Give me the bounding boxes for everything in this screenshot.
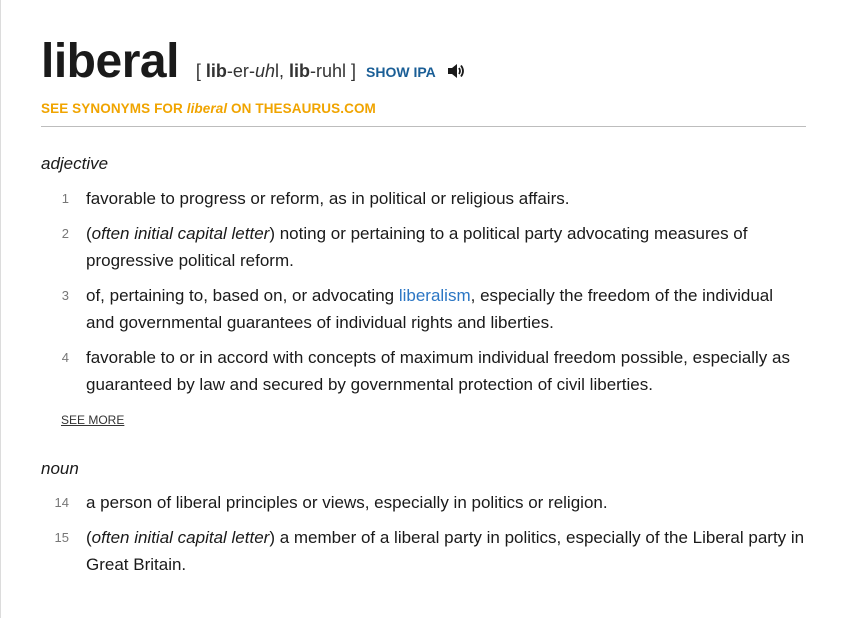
definition-text: ) a member of a liberal party in politics, especially of the Liberal party in Great Britain. xyxy=(86,528,805,574)
definition-text: ) noting or pertaining to a political party advocating measures of progressive political reform. xyxy=(86,224,748,270)
pron-syllable-1: lib xyxy=(205,61,227,81)
pron-syllable-4: lib xyxy=(288,61,310,81)
definition-text: of, pertaining to, based on, or advocating xyxy=(86,286,399,305)
definition-text: favorable to progress or reform, as in political or religious affairs. xyxy=(86,189,570,208)
thesaurus-link[interactable] xyxy=(41,101,376,116)
pron-syllable-3: uh xyxy=(254,61,275,81)
show-ipa-button[interactable]: SHOW IPA xyxy=(366,64,436,80)
synonyms-word: liberal xyxy=(186,101,228,116)
pronunciation xyxy=(196,61,356,82)
definition-text: , especially the freedom of the individual and governmental guarantees of individual rights and liberties. xyxy=(86,286,774,332)
pron-bracket-open: [ xyxy=(195,61,206,81)
header-divider xyxy=(41,126,806,127)
pos-noun: noun xyxy=(41,459,79,478)
definition-number: 3 xyxy=(61,288,69,303)
speaker-icon[interactable] xyxy=(446,61,466,81)
definition-item xyxy=(41,344,806,398)
definition-item xyxy=(41,489,806,516)
see-more-button[interactable]: SEE MORE xyxy=(61,413,125,427)
definition-item xyxy=(41,524,806,578)
definition-item xyxy=(41,282,806,336)
definition-number: 2 xyxy=(61,226,69,241)
liberalism-link[interactable]: liberalism xyxy=(398,286,471,305)
definition-number: 14 xyxy=(54,495,69,510)
adjective-definitions xyxy=(41,185,806,406)
definition-number: 15 xyxy=(54,530,69,545)
pron-syllable-2: er xyxy=(232,61,249,81)
definition-open-paren: ( xyxy=(86,224,92,243)
definition-item xyxy=(41,220,806,274)
definition-item xyxy=(41,185,806,212)
entry-header xyxy=(41,34,466,89)
pron-syllable-5: ruh xyxy=(315,61,342,81)
definition-text: a person of liberal principles or views, especially in politics or religion. xyxy=(86,493,608,512)
definition-label: often initial capital letter xyxy=(91,224,270,243)
pron-syllable-5-end: l xyxy=(342,61,346,81)
headword: liberal xyxy=(41,35,179,88)
pron-comma: , xyxy=(278,61,289,81)
page-left-border xyxy=(0,0,1,618)
definition-open-paren: ( xyxy=(86,528,92,547)
pos-adjective: adjective xyxy=(41,154,109,173)
noun-definitions xyxy=(41,489,806,586)
pron-hyphen: - xyxy=(226,61,233,81)
pron-bracket-close: ] xyxy=(346,61,357,81)
definition-text: favorable to or in accord with concepts of maximum individual freedom possible, especially as guaranteed by law and secured by governmental protection of civil liberties. xyxy=(86,348,790,394)
definition-label: often initial capital letter xyxy=(91,528,270,547)
definition-number: 4 xyxy=(61,350,69,365)
definition-number: 1 xyxy=(61,191,69,206)
pron-syllable-3-end: l xyxy=(274,61,279,81)
synonyms-prefix: SEE SYNONYMS FOR xyxy=(41,101,187,116)
pron-hyphen: - xyxy=(309,61,316,81)
synonyms-suffix: ON THESAURUS.COM xyxy=(227,101,376,116)
pron-hyphen: - xyxy=(248,61,255,81)
